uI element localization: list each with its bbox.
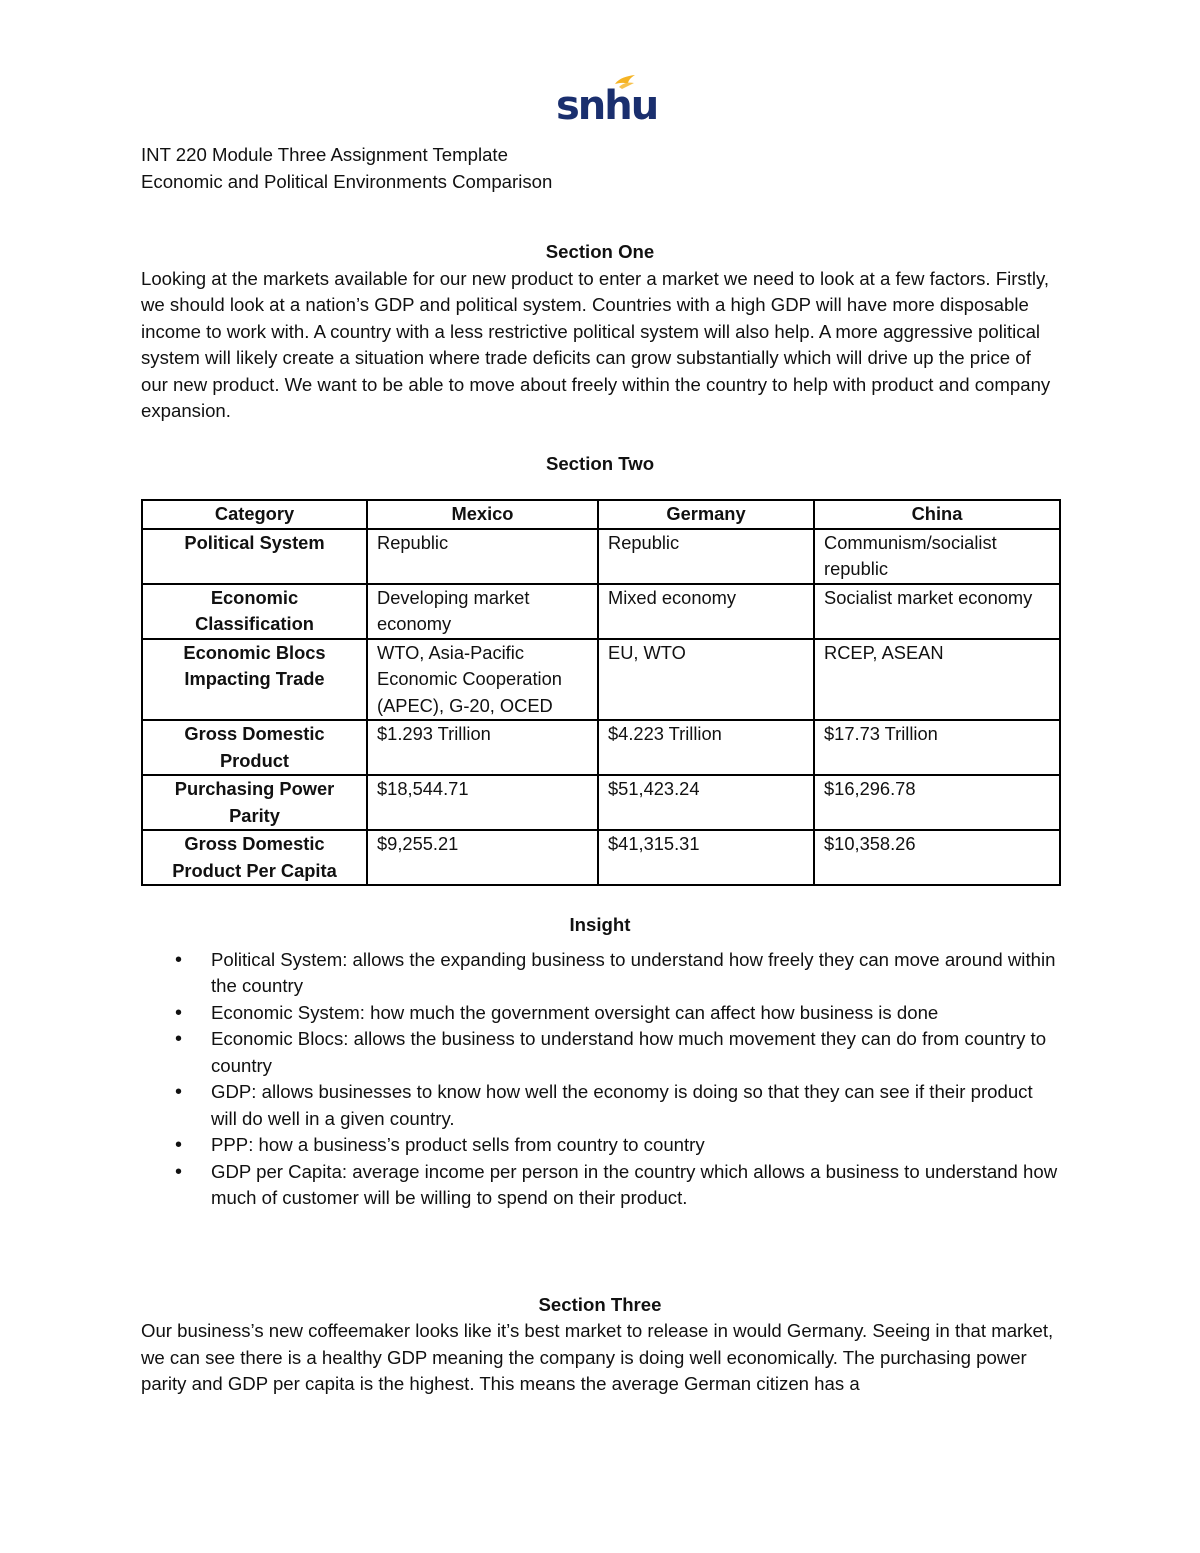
table-row bbox=[142, 639, 1060, 721]
table-category-cell: Economic Blocs Impacting Trade bbox=[142, 639, 367, 721]
document-subtitle: Economic and Political Environments Comparison bbox=[141, 170, 553, 192]
table-cell: Mixed economy bbox=[598, 584, 814, 639]
table-row bbox=[142, 830, 1060, 885]
table-cell: Developing market economy bbox=[367, 584, 598, 639]
table-category-cell: Gross Domestic Product Per Capita bbox=[142, 830, 367, 885]
table-row bbox=[142, 775, 1060, 830]
list-item: • Economic System: how much the government oversight can affect how business is done bbox=[211, 1000, 1059, 1027]
insight-heading: Insight bbox=[569, 914, 631, 935]
list-item: • GDP: allows businesses to know how well the economy is doing so that they can see if their product will do well in a given country. bbox=[211, 1079, 1059, 1132]
list-item: • Political System: allows the expanding business to understand how freely they can move around within the country bbox=[211, 947, 1059, 1000]
table-cell: $18,544.71 bbox=[367, 775, 598, 830]
table-row bbox=[142, 720, 1060, 775]
list-item: • GDP per Capita: average income per person in the country which allows a business to understand how much of customer will be willing to spend on their product. bbox=[211, 1159, 1059, 1212]
table-category-cell: Purchasing Power Parity bbox=[142, 775, 367, 830]
table-cell: RCEP, ASEAN bbox=[814, 639, 1060, 721]
document-content bbox=[141, 142, 1059, 1398]
table-header-cell: Category bbox=[142, 500, 367, 529]
comparison-table bbox=[141, 499, 1061, 886]
table-cell: $10,358.26 bbox=[814, 830, 1060, 885]
table-cell: $17.73 Trillion bbox=[814, 720, 1060, 775]
table-header-cell: Mexico bbox=[367, 500, 598, 529]
section-one-heading: Section One bbox=[545, 241, 655, 262]
table-cell: $51,423.24 bbox=[598, 775, 814, 830]
list-item: • PPP: how a business’s product sells from country to country bbox=[211, 1132, 1059, 1159]
table-cell: $9,255.21 bbox=[367, 830, 598, 885]
table-cell: $4.223 Trillion bbox=[598, 720, 814, 775]
table-cell: $16,296.78 bbox=[814, 775, 1060, 830]
table-cell: EU, WTO bbox=[598, 639, 814, 721]
table-row bbox=[142, 584, 1060, 639]
table-cell: Republic bbox=[598, 529, 814, 584]
list-item: • Economic Blocs: allows the business to understand how much movement they can do from country to country bbox=[211, 1026, 1059, 1079]
table-cell: Socialist market economy bbox=[814, 584, 1060, 639]
section-three-heading: Section Three bbox=[538, 1293, 662, 1315]
section-one-body: Looking at the markets available for our new product to enter a market we need to look at a few factors. Firstly, we should look at a nation’s GDP and political system. Countries with a high GDP will have more disposable income to work with. A country with a less restrictive political system will also help. A more aggressive political system will likely create a situation where trade deficits can grow substantially which will drive up the price of our new product. We want to be able to move about freely within the country to help with product and company expansion. bbox=[141, 267, 1051, 421]
table-cell: $1.293 Trillion bbox=[367, 720, 598, 775]
table-category-cell: Economic Classification bbox=[142, 584, 367, 639]
table-category-cell: Political System bbox=[142, 529, 367, 584]
table-cell: Communism/socialist republic bbox=[814, 529, 1060, 584]
insight-list bbox=[141, 947, 1059, 1212]
section-three-body: Our business’s new coffeemaker looks like it’s best market to release in would Germany. Seeing in that market, we can see there is a healthy GDP meaning the company is doing well economically. The purchasing power parity and GDP per capita is the highest. This means the average German citizen has a bbox=[141, 1320, 1054, 1394]
table-cell: $41,315.31 bbox=[598, 830, 814, 885]
table-cell: Republic bbox=[367, 529, 598, 584]
document-title: INT 220 Module Three Assignment Template bbox=[141, 144, 508, 165]
table-category-cell: Gross Domestic Product bbox=[142, 720, 367, 775]
table-cell: WTO, Asia-Pacific Economic Cooperation (APEC), G-20, OCED bbox=[367, 639, 598, 721]
table-header-cell: Germany bbox=[598, 500, 814, 529]
table-header-cell: China bbox=[814, 500, 1060, 529]
snhu-logo bbox=[553, 72, 658, 134]
table-header-row bbox=[142, 500, 1060, 529]
logo-wordmark: snhu bbox=[556, 83, 658, 129]
section-two-heading: Section Two bbox=[545, 452, 655, 474]
table-row bbox=[142, 529, 1060, 584]
